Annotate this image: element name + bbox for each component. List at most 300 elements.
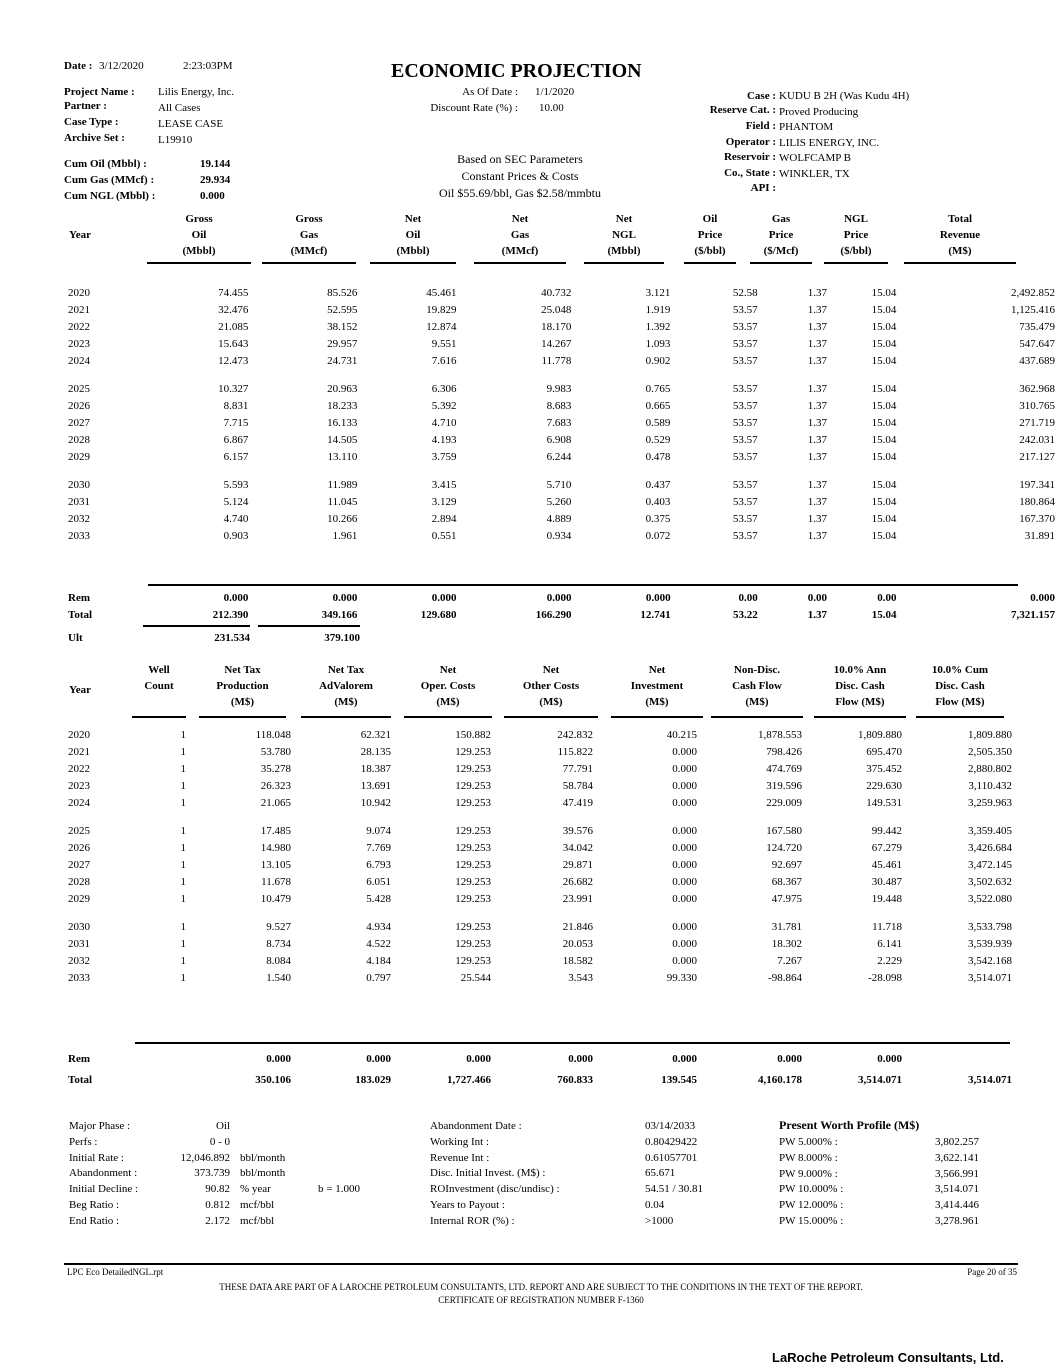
t2-cell: 129.253 [455, 746, 491, 759]
t1-cell: 12.473 [218, 354, 249, 367]
t2-cell: 3,539.939 [968, 938, 1012, 951]
t1-cell: 2025 [68, 383, 90, 396]
pw-value-1: 3,622.141 [935, 1151, 979, 1164]
t1-header-rule-3 [474, 262, 566, 264]
t2-cell: 149.531 [866, 796, 902, 809]
t1-header-rule-6 [750, 262, 812, 264]
operator-label: Operator : [725, 136, 776, 148]
t1-cell: 4.740 [223, 512, 249, 525]
summary-mid-value-2: 0.61057701 [645, 1151, 698, 1164]
summary-left-0-1: Oil [215, 1120, 230, 1132]
t2-cell: 129.253 [455, 875, 491, 888]
t2-cell: 26.682 [562, 875, 593, 888]
t2-row [68, 761, 1012, 778]
t1-cell: 5.124 [223, 496, 249, 509]
t2-header-1-line-1: Production [216, 680, 269, 692]
t1-cell: 85.526 [327, 287, 358, 300]
t2-header-8-line-0: 10.0% Cum [931, 664, 989, 676]
summary-left-5-0: Beg Ratio : [69, 1199, 120, 1211]
t1-row [68, 511, 1055, 528]
pw-value-2: 3,566.991 [935, 1167, 979, 1180]
t2-cell: 3,472.145 [968, 858, 1012, 871]
cum-ngl-value: 0.000 [200, 190, 225, 202]
t2-total-cell: 3,514.071 [858, 1074, 902, 1086]
t1-cell: 74.455 [218, 287, 249, 300]
t2-header-7-line-2: Flow (M$) [835, 696, 885, 708]
t2-cell: 47.419 [562, 796, 593, 809]
t1-header-0-line-1: Oil [191, 229, 207, 241]
t2-cell: 798.426 [766, 746, 802, 759]
t2-cell: 20.053 [562, 938, 593, 951]
t2-cell: 30.487 [871, 875, 902, 888]
t2-header-0-line-0: Well [148, 664, 170, 676]
summary-left-2-2: bbl/month [240, 1151, 286, 1164]
t1-row [68, 494, 1055, 511]
t1-cell: 11.778 [541, 354, 572, 367]
t1-header-2-line-2: (Mbbl) [396, 245, 430, 257]
t2-cell: 229.630 [866, 779, 902, 792]
summary-mid-label-4: ROInvestment (disc/undisc) : [430, 1183, 560, 1196]
t2-row [68, 744, 1012, 761]
t1-cell: 8.683 [546, 400, 572, 413]
t1-cell: 14.267 [541, 337, 572, 350]
t1-cell: 53.57 [732, 337, 758, 350]
t2-header-4-line-1: Other Costs [522, 680, 580, 692]
t1-cell: 11.045 [327, 496, 358, 509]
t2-rem-cell: Rem [68, 1053, 90, 1065]
t1-cell: 0.902 [645, 354, 671, 367]
summary-left-1-0: Perfs : [69, 1135, 98, 1148]
t2-header-5-line-0: Net [648, 664, 666, 676]
t1-cell: 217.127 [1019, 450, 1055, 463]
t2-cell: 3,502.632 [968, 875, 1012, 888]
t1-header-rule-4 [584, 262, 664, 264]
t1-cell: 32.476 [218, 304, 249, 317]
t2-rem-cell: 0.000 [672, 1053, 697, 1065]
t1-cell: 2026 [68, 400, 90, 413]
summary-left-5-2: mcf/bbl [240, 1199, 275, 1211]
t2-row [68, 777, 1012, 794]
case-type-value: LEASE CASE [158, 118, 224, 130]
t2-rem-cell [902, 1050, 1012, 1068]
t2-row [68, 936, 1012, 953]
reserve-label: Reserve Cat. : [709, 104, 776, 116]
t2-header-rule-5 [611, 716, 703, 718]
partner-label: Partner : [64, 100, 107, 112]
t1-cell: 15.04 [871, 529, 897, 542]
t2-cell: 3,514.071 [968, 971, 1012, 984]
t1-cell: 0.765 [645, 383, 671, 396]
archive-label: Archive Set : [64, 132, 125, 144]
t2-cell: 0.000 [672, 796, 697, 809]
t1-cell: 1.37 [807, 320, 827, 333]
t1-cell: 1.392 [645, 320, 671, 333]
t1-row [68, 319, 1055, 336]
pw-label-2: PW 9.000% : [779, 1167, 838, 1180]
t1-cell: 271.719 [1019, 416, 1055, 429]
t2-total-cell: 350.106 [255, 1074, 291, 1086]
t2-cell: 0.000 [672, 858, 697, 871]
t1-cell: 53.57 [732, 416, 758, 429]
t1-row [68, 302, 1055, 319]
t2-header-rule-4 [504, 716, 598, 718]
t1-header-rule-7 [824, 262, 888, 264]
t1-cell: 53.57 [732, 512, 758, 525]
t1-cell: 14.505 [327, 433, 358, 446]
t2-cell: 3,426.684 [968, 842, 1012, 855]
case-type-label: Case Type : [64, 116, 119, 128]
t2-header-rule-7 [814, 716, 906, 718]
t1-header-3-line-1: Gas [510, 229, 530, 241]
t2-header-6-line-1: Cash Flow [732, 680, 782, 692]
t2-cell: 1 [180, 971, 186, 984]
t1-cell: 53.57 [732, 304, 758, 317]
t2-header-0-line-1: Count [144, 680, 174, 692]
t1-cell: 0.072 [645, 529, 671, 542]
t2-rem-row [68, 1050, 1012, 1068]
t2-cell: 45.461 [871, 858, 902, 871]
t2-cell: 1 [180, 892, 186, 905]
t1-cell: 20.963 [327, 383, 358, 396]
summary-mid-value-4: 54.51 / 30.81 [645, 1183, 704, 1196]
t1-cell: 9.983 [546, 383, 572, 396]
t1-header-1-line-1: Gas [299, 229, 319, 241]
t1-header-3-line-2: (MMcf) [501, 245, 539, 257]
t2-cell: 3,542.168 [968, 954, 1012, 967]
t2-cell: 3,359.405 [968, 825, 1012, 838]
t1-ult-cell: Ult [68, 631, 83, 644]
t1-cell: 0.478 [645, 450, 671, 463]
t1-cell: 2027 [68, 416, 90, 429]
t2-total-cell: 3,514.071 [968, 1074, 1012, 1086]
t1-row [68, 398, 1055, 415]
t1-cell: 1.37 [807, 416, 827, 429]
t1-header-rule-0 [147, 262, 251, 264]
t2-cell: 21.065 [260, 796, 291, 809]
t2-rem-cell: 0.000 [366, 1053, 391, 1065]
t1-total-cell: 349.166 [321, 608, 358, 621]
t1-cell: 3.121 [645, 287, 671, 300]
t2-cell: 29.871 [562, 858, 593, 871]
summary-mid-label-0: Abandonment Date : [430, 1120, 522, 1132]
time-value: 2:23:03PM [183, 60, 233, 72]
t1-cell: 3.759 [431, 450, 457, 463]
summary-left-0-0: Major Phase : [69, 1120, 131, 1132]
t1-header-8-line-0: Total [947, 213, 973, 225]
t2-cell: -28.098 [868, 971, 902, 984]
t2-cell: 0.000 [672, 921, 697, 934]
pw-title: Present Worth Profile (M$) [779, 1118, 920, 1132]
pw-value-0: 3,802.257 [935, 1136, 979, 1148]
t2-cell: 129.253 [455, 954, 491, 967]
t1-cell: 2,492.852 [1011, 287, 1055, 300]
footer-rule [64, 1263, 1018, 1265]
t2-cell: 1 [180, 842, 186, 855]
discount-value: 10.00 [539, 102, 564, 114]
t2-cell: 3.543 [568, 971, 593, 984]
t2-row [68, 953, 1012, 970]
t1-cell: 9.551 [431, 337, 457, 350]
t2-cell: 8.084 [266, 954, 291, 967]
t2-cell: 14.980 [260, 842, 291, 855]
t1-cell: 1.37 [807, 287, 827, 300]
t1-header-2-line-1: Oil [405, 229, 421, 241]
t2-cell: 1.540 [266, 971, 291, 984]
sec-line-3: Oil $55.69/bbl, Gas $2.58/mmbtu [439, 186, 601, 200]
t2-cell: 34.042 [562, 842, 593, 855]
t2-cell: 0.000 [672, 938, 697, 951]
t1-cell: 53.57 [732, 496, 758, 509]
t2-header-rule-6 [711, 716, 803, 718]
t1-cell: 53.57 [732, 320, 758, 333]
summary-left-4-2: % year [240, 1183, 271, 1196]
t1-total-cell: 129.680 [420, 608, 457, 621]
summary-left-6-2: mcf/bbl [240, 1214, 275, 1227]
t1-cell: 547.647 [1019, 337, 1055, 350]
t1-cell: 5.710 [546, 479, 572, 492]
costate-label: Co., State : [724, 167, 776, 179]
discount-label: Discount Rate (%) : [430, 102, 518, 114]
t1-header-7-line-1: Price [843, 229, 869, 241]
t2-rem-cell: 0.000 [877, 1053, 902, 1065]
t1-rem-cell: 0.000 [223, 591, 249, 604]
summary-left-3-2: bbl/month [240, 1167, 286, 1180]
t1-row [68, 335, 1055, 352]
t2-cell: 21.846 [562, 921, 593, 934]
t1-cell: 0.437 [645, 479, 671, 492]
t1-cell: 15.04 [871, 354, 897, 367]
t2-row [68, 873, 1012, 890]
field-value: PHANTOM [779, 121, 834, 133]
page-title: ECONOMIC PROJECTION [391, 60, 642, 82]
t1-row [68, 431, 1055, 448]
t1-cell: 2023 [68, 337, 90, 350]
t2-cell: 2029 [68, 892, 90, 905]
summary-left-2-1: 12,046.892 [180, 1151, 230, 1164]
t2-cell: 68.367 [771, 875, 802, 888]
t1-cell: 53.57 [732, 450, 758, 463]
t2-total-row [68, 1068, 1012, 1092]
t1-cell: 1.37 [807, 496, 827, 509]
company-name: LaRoche Petroleum Consultants, Ltd. [772, 1350, 1004, 1365]
field-label: Field : [745, 120, 776, 132]
t2-header-rule-2 [301, 716, 391, 718]
t2-header-8-line-2: Flow (M$) [935, 696, 985, 708]
t1-cell: 40.732 [541, 287, 572, 300]
cashflow-table [68, 727, 1012, 986]
t1-year-header: Year [69, 229, 91, 241]
t1-header-4-line-1: NGL [612, 229, 636, 241]
t2-cell: 2032 [68, 954, 90, 967]
t1-header-3-line-0: Net [511, 213, 529, 225]
t2-cell: 0.000 [672, 825, 697, 838]
t1-ult-rule-1 [143, 625, 250, 627]
t1-cell: 1.37 [807, 304, 827, 317]
summary-mid-value-5: 0.04 [645, 1199, 665, 1211]
cum-ngl-label: Cum NGL (Mbbl) : [64, 190, 156, 202]
t2-cell: 10.942 [360, 796, 391, 809]
summary-mid-value-3: 65.671 [645, 1167, 676, 1180]
t1-cell: 4.193 [431, 433, 457, 446]
t1-cell: 0.903 [223, 529, 249, 542]
t1-cell: 18.170 [541, 320, 572, 333]
cum-gas-value: 29.934 [200, 174, 231, 186]
t1-cell: 167.370 [1019, 512, 1055, 525]
summary-mid-label-1: Working Int : [430, 1135, 489, 1148]
t1-cell: 1.37 [807, 433, 827, 446]
t2-cell: 0.000 [672, 954, 697, 967]
t1-total-cell: 1.37 [807, 608, 828, 621]
asof-value: 1/1/2020 [535, 86, 575, 98]
footer-notice-1: THESE DATA ARE PART OF A LAROCHE PETROLEUM CONSULTANTS, LTD. REPORT AND ARE SUBJECT TO THE CONDITIONS IN THE TEXT OF THE REPORT. [219, 1282, 863, 1292]
page-number: Page 20 of 35 [967, 1267, 1017, 1277]
t2-cell: 1 [180, 954, 186, 967]
t2-total-cell: 1,727.466 [447, 1074, 491, 1086]
t1-cell: 1.37 [807, 400, 827, 413]
t1-header-rule-5 [684, 262, 736, 264]
t2-cell: 9.527 [266, 921, 291, 934]
api-label: API : [750, 182, 776, 194]
t2-cell: 167.580 [766, 825, 802, 838]
t1-cell: 1.961 [332, 529, 358, 542]
t1-cell: 1.37 [807, 529, 827, 542]
summary-mid-label-5: Years to Payout : [430, 1199, 505, 1211]
t2-header-2-line-1: AdValorem [319, 680, 373, 692]
production-totals [68, 589, 1055, 623]
t2-cell: 129.253 [455, 796, 491, 809]
t2-cell: 23.991 [562, 892, 593, 905]
t2-cell: 7.769 [366, 842, 391, 855]
t2-cell: 4.184 [366, 954, 391, 967]
t2-header-3-line-2: (M$) [436, 696, 460, 708]
t1-cell: 7.715 [223, 416, 249, 429]
t1-cell: 2029 [68, 450, 90, 463]
t1-cell: 18.233 [327, 400, 358, 413]
pw-label-3: PW 10.000% : [779, 1183, 844, 1196]
t2-cell: 92.697 [771, 858, 802, 871]
t1-cell: 4.889 [546, 512, 572, 525]
t2-rem-cell: 0.000 [266, 1053, 291, 1065]
t1-cell: 16.133 [327, 416, 358, 429]
t2-row [68, 823, 1012, 840]
t1-header-4-line-0: Net [615, 213, 633, 225]
t1-cell: 19.829 [426, 304, 457, 317]
t1-header-4-line-2: (Mbbl) [607, 245, 641, 257]
cum-gas-label: Cum Gas (MMcf) : [64, 174, 155, 186]
summary-left-4-1: 90.82 [205, 1183, 230, 1196]
t2-header-6-line-2: (M$) [745, 696, 769, 708]
t2-total-cell [128, 1068, 186, 1092]
t1-cell: 0.403 [645, 496, 671, 509]
t2-total-cell: 4,160.178 [758, 1074, 802, 1086]
t2-cell: 2027 [68, 858, 90, 871]
t1-cell: 6.908 [546, 433, 572, 446]
partner-value: All Cases [158, 102, 201, 114]
t2-cell: 3,259.963 [968, 796, 1012, 809]
t1-total-row [68, 606, 1055, 623]
t1-cell: 0.529 [645, 433, 671, 446]
t1-cell: 15.04 [871, 320, 897, 333]
t2-total-cell: 183.029 [355, 1074, 391, 1086]
t1-rem-cell: 0.000 [1030, 591, 1055, 604]
t2-header-7-line-0: 10.0% Ann [833, 664, 887, 676]
t1-cell: 1.37 [807, 354, 827, 367]
t2-cell: 1,878.553 [758, 729, 802, 742]
t2-row [68, 840, 1012, 857]
t1-cell: 242.031 [1019, 433, 1055, 446]
t1-cell: 15.04 [871, 383, 897, 396]
t2-cell: 77.791 [562, 762, 593, 775]
t2-header-2-line-0: Net Tax [327, 664, 365, 676]
t2-cell: 10.479 [260, 892, 291, 905]
t1-rem-row [68, 589, 1055, 606]
t1-cell: 15.04 [871, 337, 897, 350]
summary-mid-label-6: Internal ROR (%) : [430, 1214, 515, 1227]
t2-header-7-line-1: Disc. Cash [835, 680, 885, 692]
t2-cell: 3,522.080 [968, 892, 1012, 905]
t2-cell: 124.720 [766, 842, 802, 855]
t1-cell: 53.57 [732, 529, 758, 542]
reservoir-value: WOLFCAMP B [779, 152, 852, 164]
t1-cell: 2022 [68, 320, 90, 333]
t2-header-rule-0 [132, 716, 186, 718]
t2-cell: 99.442 [871, 825, 902, 838]
t2-cell: 3,110.432 [968, 779, 1012, 792]
t2-cell: 129.253 [455, 825, 491, 838]
t2-cell: 35.278 [260, 762, 291, 775]
summary-left-4-0: Initial Decline : [69, 1183, 139, 1196]
t1-header-5-line-1: Price [697, 229, 723, 241]
t1-cell: 15.04 [871, 496, 897, 509]
t1-header-5-line-2: ($/bbl) [694, 245, 726, 257]
t1-cell: 2033 [68, 529, 90, 542]
t1-cell: 53.57 [732, 383, 758, 396]
t1-cell: 1.37 [807, 383, 827, 396]
t2-cell: 4.934 [366, 921, 391, 934]
t2-cell: 58.784 [562, 779, 593, 792]
t1-cell: 13.110 [327, 450, 358, 463]
t1-cell: 0.551 [431, 529, 457, 542]
t2-cell: 99.330 [666, 971, 697, 984]
t2-cell: 0.000 [672, 875, 697, 888]
t1-row [68, 285, 1055, 302]
t1-header-rule-8 [904, 262, 1016, 264]
t1-cell: 7.683 [546, 416, 572, 429]
t1-cell: 21.085 [218, 320, 249, 333]
t2-rem-cell: 0.000 [777, 1053, 802, 1065]
t2-rem-cell: 0.000 [568, 1053, 593, 1065]
t1-cell: 2024 [68, 354, 90, 367]
t1-cell: 15.04 [871, 433, 897, 446]
t2-header-rule-3 [404, 716, 492, 718]
t2-cell: 11.678 [261, 875, 291, 888]
cum-oil-value: 19.144 [200, 158, 231, 170]
case-label: Case : [746, 90, 776, 102]
t1-cell: 7.616 [431, 354, 457, 367]
pw-label-0: PW 5.000% : [779, 1136, 838, 1148]
project-label: Project Name : [64, 86, 135, 98]
pw-value-3: 3,514.071 [935, 1183, 979, 1196]
t1-cell: 5.392 [431, 400, 457, 413]
t2-cell: 2031 [68, 938, 90, 951]
t1-header-rule-2 [370, 262, 456, 264]
t1-header-7-line-0: NGL [844, 213, 868, 225]
t1-rem-cell: 0.000 [546, 591, 572, 604]
t1-row [68, 527, 1055, 544]
t2-cell: 375.452 [866, 762, 902, 775]
t1-cell: 38.152 [327, 320, 358, 333]
t1-cell: 1.919 [645, 304, 671, 317]
